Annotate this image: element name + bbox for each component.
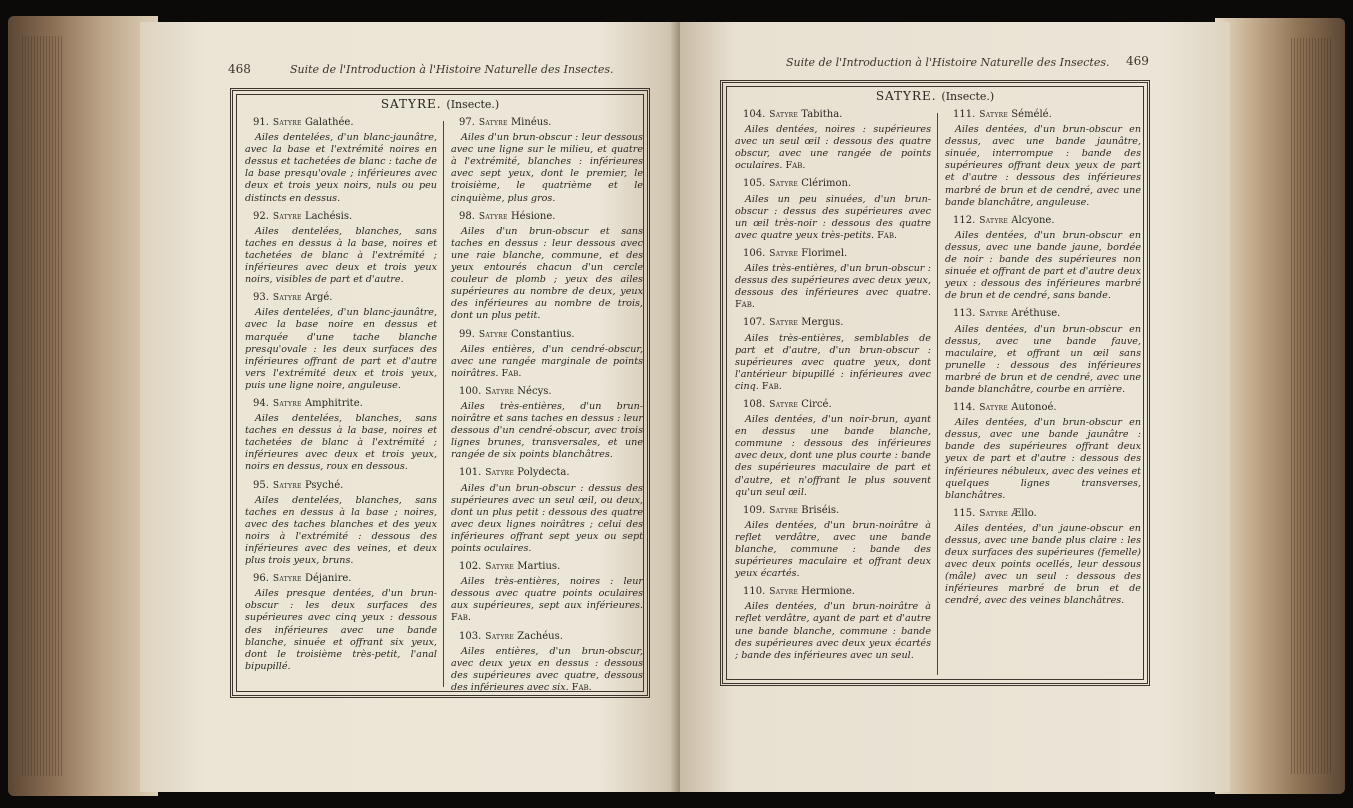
entry-description [735, 601, 931, 661]
entry-genus: Satyre [478, 211, 508, 222]
text-column-left [735, 109, 931, 668]
entry-heading [735, 586, 931, 598]
entry-description [735, 194, 931, 242]
entry-number: 105. [743, 178, 766, 190]
entry-heading [451, 561, 643, 573]
entry-description [451, 576, 643, 624]
description-text: Ailes dentelées, d'un blanc-jaunâtre, avec la base noire en dessus et marquée d'une tache blanche presqu'ovale : les deux surfaces des inférieures offrant de part et d'autre vers l'extrémité deux et trois yeux, puis une ligne noire, anguleuse. [245, 307, 437, 391]
entry-number: 98. [459, 210, 475, 222]
book-edge-left [8, 16, 158, 796]
species-entry [945, 109, 1141, 209]
species-entry [735, 109, 931, 172]
entry-number: 99. [459, 328, 475, 340]
page-number: 469 [1126, 54, 1149, 68]
entry-description [945, 124, 1141, 209]
entry-species: Lachésis. [304, 210, 353, 222]
entry-number: 96. [253, 573, 269, 585]
species-entry [451, 386, 643, 462]
entry-number: 94. [253, 397, 269, 409]
description-text: Ailes presque dentées, d'un brun-obscur : les deux surfaces des supérieures avec cinq yeux : dessous des inférieures avec une bande blanche, sinuée et offrant six yeux, dont le troisième très-petit, l'anal bipupillé. [245, 588, 437, 672]
entry-species: Ællo. [1011, 507, 1037, 519]
text-column-right [451, 117, 643, 700]
entry-number: 109. [743, 504, 766, 516]
entry-description [451, 401, 643, 461]
species-entry [245, 211, 437, 287]
description-text: Ailes dentées, d'un brun-obscur en dessus, avec une bande jaunâtre : bande des supérieures offrant deux yeux de part et d'autre : dessous des inférieures nébuleux, avec des veines et quelques lignes transverses, blanchâtres. [945, 417, 1141, 501]
text-column-left [245, 117, 437, 679]
entry-description [735, 414, 931, 499]
entry-heading [245, 117, 437, 129]
entry-description [245, 132, 437, 205]
species-entry [451, 631, 643, 694]
entry-number: 115. [953, 507, 976, 519]
entry-number: 102. [459, 561, 482, 573]
species-entry [735, 178, 931, 241]
entry-species: Hermione. [801, 586, 855, 598]
entry-genus: Satyre [485, 468, 515, 479]
running-head: Suite de l'Introduction à l'Histoire Naturelle des Insectes. [786, 56, 1110, 69]
author-abbreviation: Fab. [877, 229, 898, 241]
species-entry [945, 402, 1141, 502]
entry-genus: Satyre [272, 574, 302, 585]
description-text: Ailes un peu sinuées, d'un brun-obscur : dessus des supérieures avec un œil très-noir : dessous des quatre avec quatre yeux très-petits. [735, 193, 931, 241]
author-abbreviation: Fab. [501, 367, 522, 379]
entry-heading [245, 211, 437, 223]
species-entry [945, 215, 1141, 303]
entry-species: Minéus. [510, 117, 552, 128]
entry-genus: Satyre [769, 505, 799, 516]
entry-genus: Satyre [485, 386, 515, 397]
entry-number: 101. [459, 467, 482, 479]
description-text: Ailes dentées, d'un brun-obscur en dessus, avec une bande jaune, bordée de noir : bande des supérieures non sinuée et offrant de part et d'autre deux yeux : dessous des inférieures marbré de brun et de cendré, sans bande. [945, 229, 1141, 302]
description-text: Ailes dentées, d'un brun-noirâtre à reflet verdâtre, ayant de part et d'autre une bande blanche, commune : bande des supérieures avec deux yeux écartés ; bande des inférieures avec un seul. [735, 601, 931, 661]
species-entry [451, 211, 643, 323]
entry-description [735, 333, 931, 393]
entry-description [451, 483, 643, 556]
entry-heading [945, 109, 1141, 121]
entry-heading [735, 505, 931, 517]
description-text: Ailes dentelées, d'un blanc-jaunâtre, avec la base et l'extrémité noires en dessus et tachetées de blanc : tache de la base presqu'ovale ; inférieures avec deux et trois yeux noirs, nuls ou peu distincts en dessus. [245, 132, 437, 204]
entry-number: 91. [253, 117, 269, 128]
entry-description [451, 132, 643, 205]
description-text: Ailes dentées, noires : supérieures avec un seul œil : dessous des quatre obscur, avec une rangée de points oculaires. [735, 124, 931, 172]
entry-heading [451, 631, 643, 643]
species-entry [945, 308, 1141, 396]
description-text: Ailes dentelées, blanches, sans taches en dessus à la base ; noires, avec des taches blanches et des yeux noirs à l'extrémité : dessous des inférieures avec des veines, et deux plus trois yeux, bruns. [245, 494, 437, 567]
entry-species: Psyché. [304, 479, 344, 491]
entry-heading [735, 248, 931, 260]
entry-species: Alcyone. [1011, 214, 1055, 226]
entry-genus: Satyre [272, 480, 302, 491]
entry-heading [245, 480, 437, 492]
description-text: Ailes entières, d'un cendré-obscur, avec une rangée marginale de points noirâtres. [451, 343, 643, 379]
description-text: Ailes très-entières, noires : leur dessous avec quatre points oculaires aux supérieures, sept aux inférieures. [451, 576, 643, 612]
entry-heading [451, 467, 643, 479]
genus-subheading: (Insecte.) [941, 90, 995, 103]
entry-number: 104. [743, 109, 766, 120]
genus-heading: SATYRE. [380, 97, 442, 111]
entry-genus: Satyre [272, 293, 302, 304]
entry-description [245, 307, 437, 392]
entry-description [735, 263, 931, 311]
entry-description [451, 344, 643, 380]
description-text: Ailes dentées, d'un jaune-obscur en dessus, avec une bande plus claire : les deux surfaces des supérieures (femelle) avec deux points ocellés, leur dessous (mâle) avec un seul : dessous des inférieures marbré de brun et de cendré, avec des veines blanchâtres. [945, 522, 1141, 607]
species-entry [735, 505, 931, 581]
entry-number: 92. [253, 210, 269, 222]
entry-description [245, 495, 437, 568]
entry-heading [945, 508, 1141, 520]
entry-number: 97. [459, 117, 475, 128]
author-abbreviation: Fab. [571, 681, 592, 693]
entry-description [735, 124, 931, 172]
entry-genus: Satyre [979, 309, 1009, 320]
entry-species: Tabitha. [801, 109, 843, 120]
species-entry [245, 398, 437, 474]
content-frame [230, 88, 650, 698]
description-text: Ailes d'un brun-obscur et sans taches en dessus : leur dessous avec une raie blanche, commune, et des yeux entourés chacun d'un cercle couleur de plomb ; yeux des ailes supérieures au nombre de deux, yeux des inférieures au nombre de trois, dont un plus petit. [451, 225, 643, 322]
entry-number: 95. [253, 479, 269, 491]
column-divider [443, 121, 444, 687]
entry-heading [245, 292, 437, 304]
entry-genus: Satyre [485, 562, 515, 573]
entry-heading [735, 317, 931, 329]
species-entry [245, 292, 437, 392]
entry-heading [245, 398, 437, 410]
entry-species: Sémélé. [1011, 109, 1052, 120]
entry-heading [451, 117, 643, 129]
page-number: 468 [228, 62, 251, 76]
entry-number: 106. [743, 247, 766, 259]
entry-species: Hésione. [510, 210, 556, 222]
entry-number: 108. [743, 398, 766, 410]
entry-description [451, 226, 643, 323]
species-entry [735, 248, 931, 311]
entry-genus: Satyre [979, 215, 1009, 226]
description-text: Ailes dentelées, blanches, sans taches en dessus à la base, noires et tachetées de blanc à l'extrémité ; inférieures avec deux et trois yeux, noirs en dessus, roux en dessous. [245, 413, 437, 473]
text-column-right [945, 109, 1141, 614]
entry-genus: Satyre [769, 399, 799, 410]
entry-species: Aréthuse. [1011, 308, 1061, 320]
description-text: Ailes très-entières, d'un brun-noirâtre et sans taches en dessus : leur dessous d'un cendré-obscur, avec trois lignes brunes, transversales, et une rangée de six points blanchâtres. [451, 400, 643, 461]
description-text: Ailes dentelées, blanches, sans taches en dessus à la base, noires et tachetées de blanc à l'extrémité ; inférieures avec deux et trois yeux noirs, visibles de part et d'autre. [245, 225, 437, 286]
species-entry [245, 573, 437, 673]
entry-species: Argé. [304, 292, 333, 304]
author-abbreviation: Fab. [451, 612, 471, 624]
entry-heading [735, 178, 931, 190]
entry-description [945, 230, 1141, 303]
entry-species: Florimel. [801, 247, 848, 259]
description-text: Ailes dentées, d'un noir-brun, ayant en dessus une bande blanche, commune : dessous des inférieures avec deux, dont une plus courte : bande des supérieures maculaire de part et d'autre, et n'offrant le plus souvent qu'un seul œil. [735, 414, 931, 498]
entry-heading [945, 215, 1141, 227]
entry-heading [945, 402, 1141, 414]
entry-species: Amphitrite. [304, 397, 363, 409]
species-entry [451, 561, 643, 624]
book-edge-right [1215, 18, 1345, 794]
entry-species: Martius. [517, 561, 561, 573]
entry-species: Autonoé. [1011, 402, 1057, 414]
description-text: Ailes d'un brun-obscur : leur dessous avec une ligne sur le milieu, et quatre à l'extrémité, blanches : inférieures avec sept yeux, dont le premier, le troisième, le quatrième et le cinquième, plus gros. [451, 132, 643, 204]
entry-heading [451, 386, 643, 398]
column-divider [937, 113, 938, 675]
author-abbreviation: Fab. [785, 160, 806, 172]
species-entry [735, 317, 931, 393]
entry-number: 103. [459, 630, 482, 642]
entry-description [945, 523, 1141, 608]
entry-species: Déjanire. [304, 573, 352, 585]
description-text: Ailes très-entières, semblables de part et d'autre, d'un brun-obscur : supérieures avec quatre yeux, dont l'antérieur bipupillé : inférieures avec cinq. [735, 332, 931, 392]
entry-number: 112. [953, 214, 976, 226]
entry-description [245, 413, 437, 473]
running-head: Suite de l'Introduction à l'Histoire Naturelle des Insectes. [290, 63, 614, 76]
entry-description [945, 324, 1141, 397]
entry-number: 93. [253, 292, 269, 304]
entry-genus: Satyre [272, 398, 302, 409]
species-entry [245, 480, 437, 568]
entry-number: 100. [459, 385, 482, 397]
genus-subheading: (Insecte.) [446, 98, 500, 111]
section-title [233, 97, 647, 111]
entry-heading [735, 109, 931, 121]
entry-species: Nécys. [517, 385, 552, 397]
species-entry [451, 117, 643, 205]
entry-species: Galathée. [304, 117, 354, 128]
section-title [723, 89, 1147, 103]
entry-species: Mergus. [801, 317, 844, 329]
entry-species: Polydecta. [517, 467, 570, 479]
author-abbreviation: Fab. [735, 299, 755, 311]
species-entry [451, 329, 643, 380]
entry-genus: Satyre [979, 508, 1009, 519]
entry-species: Zachéus. [517, 630, 563, 642]
description-text: Ailes dentées, d'un brun-noirâtre à reflet verdâtre, avec une bande blanche, commune : bande des supérieures maculaire et offrant deux yeux écartés. [735, 519, 931, 580]
entry-species: Constantius. [510, 328, 575, 340]
entry-genus: Satyre [478, 329, 508, 340]
entry-genus: Satyre [272, 118, 302, 128]
entry-genus: Satyre [769, 110, 799, 120]
entry-genus: Satyre [979, 110, 1009, 120]
entry-heading [451, 329, 643, 341]
genus-heading: SATYRE. [875, 89, 937, 103]
entry-description [735, 520, 931, 580]
right-page [680, 22, 1230, 792]
entry-genus: Satyre [769, 318, 799, 329]
entry-genus: Satyre [272, 211, 302, 222]
entry-description [245, 588, 437, 673]
description-text: Ailes dentées, d'un brun-obscur en dessus, avec une bande jaunâtre, sinuée, interrompue : bande des supérieures offrant deux yeux de part et d'autre : dessous des inférieures marbré de brun et de cendré, avec une bande blanchâtre, anguleuse. [945, 124, 1141, 208]
left-page [140, 22, 680, 792]
entry-genus: Satyre [769, 587, 799, 598]
species-entry [451, 467, 643, 555]
entry-description [945, 417, 1141, 502]
entry-species: Circé. [801, 398, 832, 410]
entry-number: 110. [743, 586, 766, 598]
description-text: Ailes dentées, d'un brun-obscur en dessus, avec une bande fauve, maculaire, et offrant un œil sans prunelle : dessous des inférieures marbré de brun et de cendré, avec une bande blanchâtre, courbe en arrière. [945, 323, 1141, 395]
entry-genus: Satyre [769, 179, 799, 190]
species-entry [245, 117, 437, 205]
entry-species: Briséis. [801, 504, 840, 516]
entry-number: 114. [953, 402, 976, 414]
description-text: Ailes très-entières, d'un brun-obscur : dessus des supérieures avec deux yeux, dessous des inférieures avec quatre. [735, 263, 931, 299]
entry-heading [245, 573, 437, 585]
author-abbreviation: Fab. [761, 380, 782, 392]
entry-genus: Satyre [979, 403, 1009, 414]
entry-heading [735, 399, 931, 411]
entry-description [245, 226, 437, 286]
content-frame [720, 80, 1150, 686]
entry-heading [451, 211, 643, 223]
entry-genus: Satyre [478, 118, 508, 128]
species-entry [735, 586, 931, 662]
entry-species: Clérimon. [801, 178, 852, 190]
entry-number: 107. [743, 317, 766, 329]
entry-number: 113. [953, 308, 976, 320]
entry-description [451, 646, 643, 694]
description-text: Ailes d'un brun-obscur : dessus des supérieures avec un seul œil, ou deux, dont un plus petit : dessous des quatre avec deux lignes noirâtres ; celui des inférieures offrant sept yeux ou sept points oculaires. [451, 482, 643, 554]
description-text: Ailes entières, d'un brun-obscur, avec deux yeux en dessus : dessous des supérieures avec quatre, dessous des inférieures avec six. [451, 645, 643, 693]
entry-number: 111. [953, 109, 976, 120]
species-entry [945, 508, 1141, 608]
entry-genus: Satyre [769, 248, 799, 259]
entry-genus: Satyre [485, 631, 515, 642]
entry-heading [945, 308, 1141, 320]
species-entry [735, 399, 931, 499]
